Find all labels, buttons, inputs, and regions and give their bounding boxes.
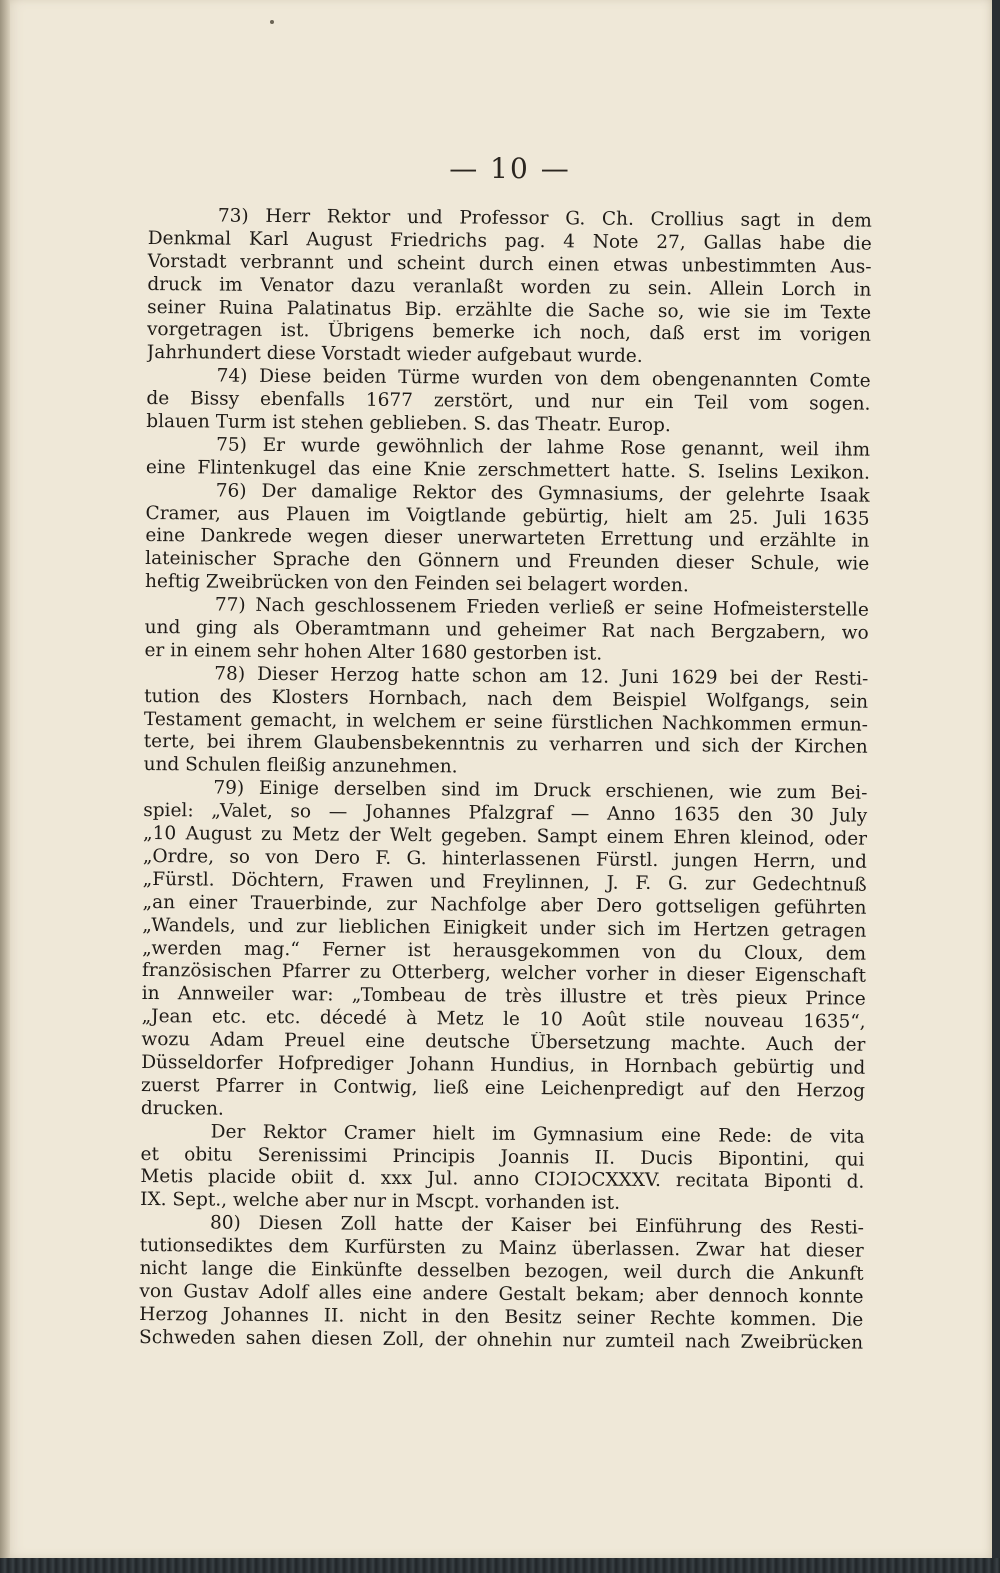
text-line: IX. Sept., welche aber nur in Mscpt. vorhanden ist.: [140, 1189, 621, 1215]
footnotes-text: [139, 205, 872, 1355]
scan-background-edge: [0, 1558, 1000, 1573]
text-line: „10 August zu Metz der Welt gegeben. Sampt einem Ehren kleinod, oder: [142, 823, 868, 850]
page-number: — 10 —: [449, 152, 571, 185]
text-line: Der Rektor Cramer hielt im Gymnasium eine Rede: de vita: [210, 1121, 865, 1148]
text-line: 74) Diese beiden Türme wurden von dem obengenannten Comte: [216, 365, 871, 392]
text-line: tutionsediktes dem Kurfürsten zu Mainz überlassen. Zwar hat dieser: [139, 1235, 864, 1262]
text-line: blauen Turm ist stehen geblieben. S. das Theatr. Europ.: [146, 411, 671, 437]
text-line: heftig Zweibrücken von den Feinden sei belagert worden.: [144, 571, 689, 597]
text-line: 77) Nach geschlossenem Frieden verließ er seine Hofmeisterstelle: [214, 594, 869, 621]
page-binding-edge: [0, 0, 10, 1558]
text-line: druck im Venator dazu veranlaßt worden zu sein. Allein Lorch in: [147, 273, 872, 301]
text-line: eine Flintenkugel das eine Knie zerschmettert hatte. S. Iselins Lexikon.: [145, 456, 871, 484]
text-line: nicht lange die Einkünfte desselben bezogen, weil durch die Ankunft: [139, 1257, 864, 1285]
text-line: drucken.: [140, 1097, 224, 1120]
text-line: französischen Pfarrer zu Otterberg, welcher vorher in dieser Eigenschaft: [141, 960, 867, 988]
text-line: „Wandels, und zur lieblichen Einigkeit under sich im Hertzen getragen: [142, 914, 867, 942]
text-line: „Fürstl. Döchtern, Frawen und Freylinnen, J. F. G. zur Gedechtnuß: [142, 868, 867, 896]
text-line: spiel: „Valet, so — Johannes Pfalzgraf — Anno 1635 den 30 July: [143, 800, 868, 827]
text-line: Düsseldorfer Hofprediger Johann Hundius, in Hornbach gebürtig und: [141, 1051, 866, 1079]
text-line: und Schulen fleißig anzunehmen.: [143, 754, 458, 778]
ink-spot: [270, 20, 274, 24]
text-line: Herzog Johannes II. nicht in den Besitz seiner Rechte kommen. Die: [139, 1303, 864, 1331]
text-line: Vorstadt verbrannt und scheint durch einen etwas unbestimmten Aus-: [147, 250, 872, 278]
text-line: „werden mag.“ Ferner ist herausgekommen von du Cloux, dem: [142, 937, 867, 965]
text-line: 80) Diesen Zoll hatte der Kaiser bei Einführung des Resti-: [209, 1212, 865, 1239]
text-line: seiner Ruina Palatinatus Bip. erzählte die Sache so, wie sie im Texte: [147, 296, 872, 324]
text-line: und ging als Oberamtmann und geheimer Rat nach Bergzabern, wo: [144, 617, 869, 644]
text-line: „an einer Trauerbinde, zur Nachfolge aber Dero gottseligen geführten: [142, 891, 867, 919]
text-line: 76) Der damalige Rektor des Gymnasiums, der gelehrte Isaak: [215, 480, 870, 507]
text-line: Cramer, aus Plauen im Voigtlande gebürtig, hielt am 25. Juli 1635: [145, 502, 870, 530]
text-line: von Gustav Adolf alles eine andere Gestalt bekam; aber dennoch konnte: [139, 1280, 864, 1308]
text-line: 79) Einige derselben sind im Druck erschienen, wie zum Bei-: [213, 777, 868, 804]
text-line: Schweden sahen diesen Zoll, der ohnehin nur zumteil nach Zweibrücken: [139, 1326, 864, 1354]
text-line: terte, bei ihrem Glaubensbekenntnis zu verharren und sich der Kirchen: [143, 731, 868, 759]
text-line: er in einem sehr hohen Alter 1680 gestorben ist.: [144, 639, 603, 665]
text-line: 73) Herr Rektor und Professor G. Ch. Crollius sagt in dem: [217, 205, 872, 232]
text-line: Testament gemacht, in welchem er seine fürstlichen Nachkommen ermun-: [143, 708, 869, 736]
text-line: Denkmal Karl August Friedrichs pag. 4 Note 27, Gallas habe die: [147, 227, 872, 255]
text-line: in Annweiler war: „Tombeau de très illustre et très pieux Prince: [141, 983, 866, 1010]
text-line: „Jean etc. etc. décedé à Metz le 10 Août stile nouveau 1635“,: [141, 1006, 866, 1033]
text-line: Jahrhundert diese Vorstadt wieder aufgebaut wurde.: [146, 342, 643, 368]
text-line: lateinischer Sprache den Gönnern und Freunden dieser Schule, wie: [145, 548, 870, 576]
text-line: Metis placide obiit d. xxx Jul. anno CIƆIƆCXXXV. recitata Biponti d.: [140, 1166, 865, 1194]
text-line: eine Dankrede wegen dieser unerwarteten Errettung und erzählte in: [145, 525, 870, 553]
text-line: de Bissy ebenfalls 1677 zerstört, und nur ein Teil vom sogen.: [146, 388, 871, 415]
text-line: vorgetragen ist. Übrigens bemerke ich noch, daß erst im vorigen: [146, 319, 872, 347]
text-line: zuerst Pfarrer in Contwig, ließ eine Leichenpredigt auf den Herzog: [141, 1074, 866, 1102]
text-line: „Ordre, so von Dero F. G. hinterlassenen Fürstl. jungen Herrn, und: [142, 845, 867, 873]
text-line: et obitu Serenissimi Principis Joannis II. Ducis Bipontini, qui: [140, 1143, 865, 1171]
text-line: tution des Klosters Hornbach, nach dem Beispiel Wolfgangs, sein: [144, 685, 869, 713]
text-line: 78) Dieser Herzog hatte schon am 12. Juni 1629 bei der Resti-: [214, 663, 869, 690]
text-line: 75) Er wurde gewöhnlich der lahme Rose genannt, weil ihm: [216, 434, 871, 461]
text-line: wozu Adam Preuel eine deutsche Übersetzung machte. Auch der: [141, 1029, 866, 1056]
